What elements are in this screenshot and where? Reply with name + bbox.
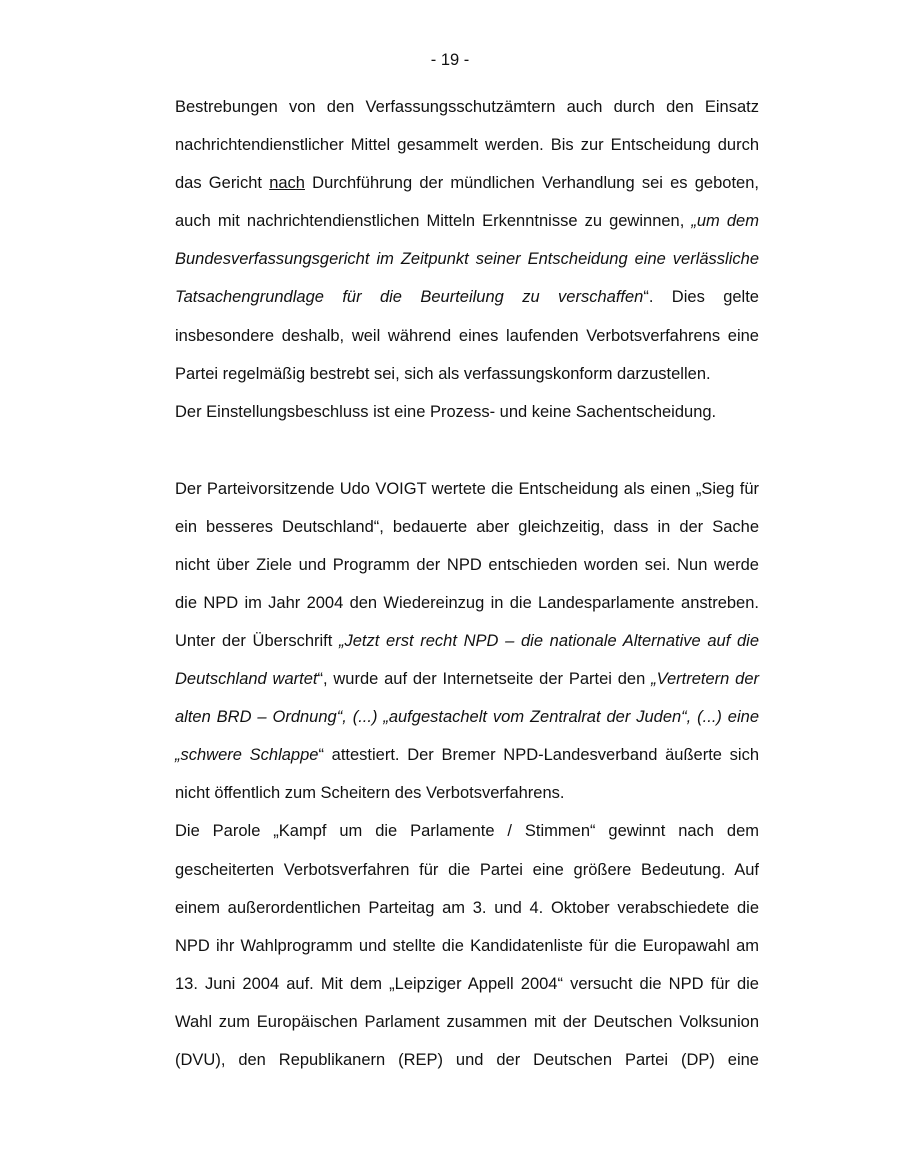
text-line: „schwere Schlappe“ attestiert. Der Bremer NPD-Landesverband äußerte sich — [175, 746, 760, 764]
text-line: die NPD im Jahr 2004 den Wiedereinzug in die Landesparlamente anstreben. — [175, 594, 759, 612]
text-line: auch mit nachrichtendienstlichen Mitteln Erkenntnisse zu gewinnen, „um dem — [175, 212, 759, 230]
text-line: 13. Juni 2004 auf. Mit dem „Leipziger Appell 2004“ versucht die NPD für die — [175, 975, 759, 993]
text-line: gescheiterten Verbotsverfahren für die Partei eine größere Bedeutung. Auf — [175, 861, 759, 879]
text-line — [175, 707, 759, 727]
quote-text: „schwere Schlappe — [175, 746, 319, 764]
text-line: das Gericht nach Durchführung der mündlichen Verhandlung sei es geboten, — [175, 174, 759, 192]
text-line: Deutschland wartet“, wurde auf der Internetseite der Partei den „Vertretern der — [175, 670, 760, 688]
quote-text: alten BRD – Ordnung“, (...) „aufgestachelt vom Zentralrat der Juden“, (...) eine — [175, 708, 759, 726]
text-line: Unter der Überschrift „Jetzt erst recht NPD – die nationale Alternative auf die — [175, 632, 759, 650]
quote-text: „um dem — [691, 212, 759, 230]
text-line: nicht öffentlich zum Scheitern des Verbotsverfahrens. — [175, 784, 565, 802]
quote-text: Tatsachengrundlage für die Beurteilung zu verschaffen — [175, 288, 644, 306]
text-line: nachrichtendienstlicher Mittel gesammelt werden. Bis zur Entscheidung durch — [175, 136, 759, 154]
text-line: (DVU), den Republikanern (REP) und der Deutschen Partei (DP) eine — [175, 1051, 759, 1069]
text-line: Bestrebungen von den Verfassungsschutzämtern auch durch den Einsatz — [175, 98, 759, 116]
text-line: Der Einstellungsbeschluss ist eine Prozess- und keine Sachentscheidung. — [175, 403, 717, 421]
text-line: Partei regelmäßig bestrebt sei, sich als verfassungskonform darzustellen. — [175, 365, 711, 383]
underlined-word: nach — [269, 174, 305, 192]
text-line: Wahl zum Europäischen Parlament zusammen mit der Deutschen Volksunion — [175, 1013, 759, 1031]
quote-text: „Vertretern der — [651, 670, 760, 688]
page-number: - 19 - — [430, 51, 470, 69]
text-line: Der Parteivorsitzende Udo VOIGT wertete die Entscheidung als einen „Sieg für — [175, 480, 759, 498]
text-line: Tatsachengrundlage für die Beurteilung zu verschaffen“. Dies gelte — [175, 288, 759, 306]
text-line: Die Parole „Kampf um die Parlamente / Stimmen“ gewinnt nach dem — [175, 822, 759, 840]
text-line: insbesondere deshalb, weil während eines laufenden Verbotsverfahrens eine — [175, 327, 759, 345]
quote-text: „Jetzt erst recht NPD – die nationale Alternative auf die — [339, 632, 759, 650]
text-line: nicht über Ziele und Programm der NPD entschieden worden sei. Nun werde — [175, 556, 759, 574]
quote-text: Bundesverfassungsgericht im Zeitpunkt seiner Entscheidung eine verlässliche — [175, 250, 759, 268]
text-line: ein besseres Deutschland“, bedauerte aber gleichzeitig, dass in der Sache — [175, 518, 759, 536]
text-line: NPD ihr Wahlprogramm und stellte die Kandidatenliste für die Europawahl am — [175, 937, 759, 955]
quote-text: Deutschland wartet — [175, 670, 318, 688]
text-line: einem außerordentlichen Parteitag am 3. und 4. Oktober verabschiedete die — [175, 899, 759, 917]
text-line — [175, 249, 759, 269]
